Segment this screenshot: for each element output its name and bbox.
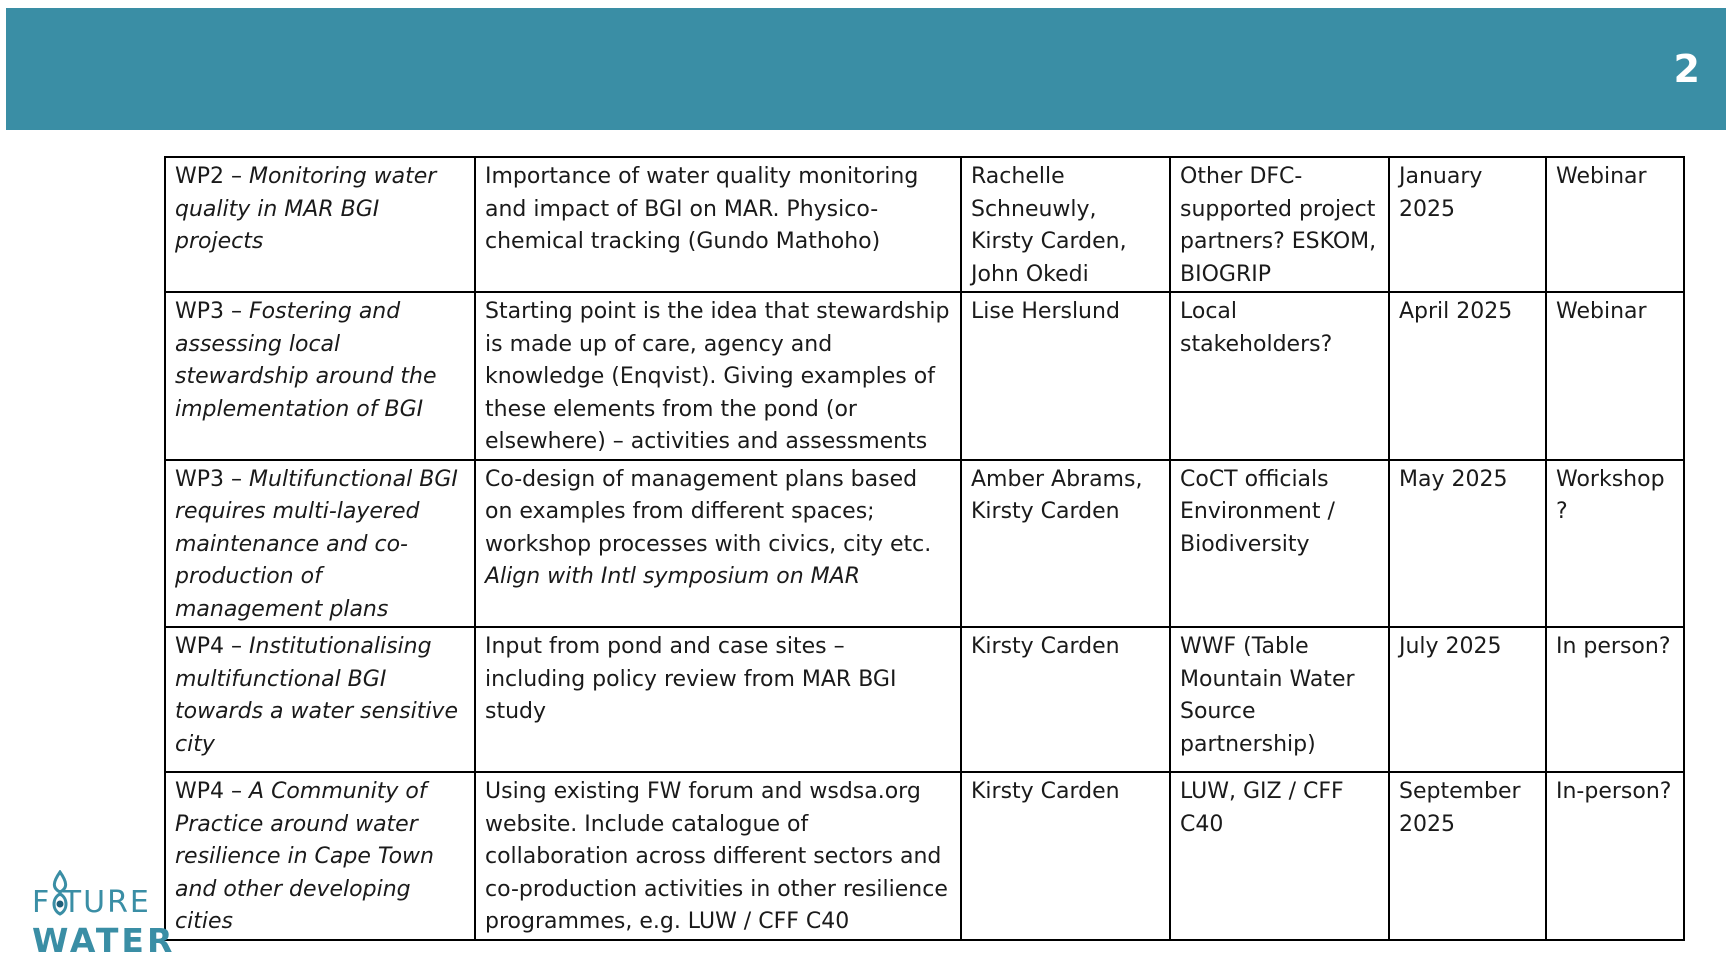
table-row [165,460,1684,628]
table-row [165,157,1684,292]
partners-cell: WWF (Table Mountain Water Source partnership) [1170,627,1389,772]
date-cell: July 2025 [1389,627,1546,772]
description-cell [475,772,961,940]
description-cell [475,627,961,772]
slide-number: 2 [1673,47,1700,91]
partners-cell: LUW, GIZ / CFF C40 [1170,772,1389,940]
date-cell: April 2025 [1389,292,1546,460]
date-cell: January 2025 [1389,157,1546,292]
description-text: Input from pond and case sites – including policy review from MAR BGI study [485,634,897,724]
logo-line-water: WATER [32,921,176,960]
wp-topic: Fostering and assessing local stewardship around the implementation of BGI [175,299,437,422]
table-row [165,772,1684,940]
wp-separator: – [224,299,250,324]
partners-cell: CoCT officials Environment / Biodiversity [1170,460,1389,628]
leads-cell: Kirsty Carden [961,627,1170,772]
description-cell [475,292,961,460]
leads-cell: Lise Herslund [961,292,1170,460]
wp-code: WP3 [175,466,225,492]
description-cell [475,157,961,292]
format-cell: In-person? [1546,772,1684,940]
description-text: Starting point is the idea that stewardship is made up of care, agency and knowledge (Enqvist). Giving examples of these elements from the pond (or elsewhere) – activities and assessments [485,299,950,454]
wp-topic: Multifunctional BGI requires multi-layered maintenance and co-production of management plans [175,466,458,622]
wp-code: WP3 [175,299,225,324]
description-text: Co-design of management plans based on examples from different spaces; workshop processes with civics, city etc. [485,466,932,557]
wp-separator: – [224,779,250,804]
wp-separator: – [224,634,250,659]
workplan-table [164,156,1685,941]
leads-cell: Amber Abrams, Kirsty Carden [961,460,1170,628]
wp-cell [165,157,475,292]
wp-code: WP2 [175,164,225,189]
leads-cell: Rachelle Schneuwly, Kirsty Carden, John Okedi [961,157,1170,292]
wp-cell [165,292,475,460]
table-row [165,627,1684,772]
format-cell: Workshop ? [1546,460,1684,628]
description-text: Using existing FW forum and wsdsa.org website. Include catalogue of collaboration across different sectors and co-production activities in other resilience programmes, e.g. LUW / CFF C40 [485,779,948,934]
wp-separator: – [224,466,250,492]
header-bar [6,8,1726,130]
partners-cell: Local stakeholders? [1170,292,1389,460]
wp-cell [165,460,475,628]
date-cell: May 2025 [1389,460,1546,628]
format-cell: Webinar [1546,157,1684,292]
format-cell: In person? [1546,627,1684,772]
partners-cell: Other DFC-supported project partners? ESKOM, BIOGRIP [1170,157,1389,292]
wp-code: WP4 [175,634,225,659]
wp-cell [165,772,475,940]
description-text: Importance of water quality monitoring and impact of BGI on MAR. Physico-chemical tracking (Gundo Mathoho) [485,164,919,254]
wp-code: WP4 [175,779,225,804]
future-water-logo [32,870,176,960]
wp-topic: A Community of Practice around water resilience in Cape Town and other developing cities [175,779,434,934]
wp-separator: – [224,164,250,189]
description-emphasis: Align with Intl symposium on MAR [485,564,860,589]
logo-line-future: F TURE [32,885,151,920]
format-cell: Webinar [1546,292,1684,460]
wp-topic: Monitoring water quality in MAR BGI projects [175,164,437,254]
wp-topic: Institutionalising multifunctional BGI towards a water sensitive city [175,634,458,757]
date-cell: September 2025 [1389,772,1546,940]
table-row [165,292,1684,460]
leads-cell: Kirsty Carden [961,772,1170,940]
wp-cell [165,627,475,772]
description-cell [475,460,961,628]
